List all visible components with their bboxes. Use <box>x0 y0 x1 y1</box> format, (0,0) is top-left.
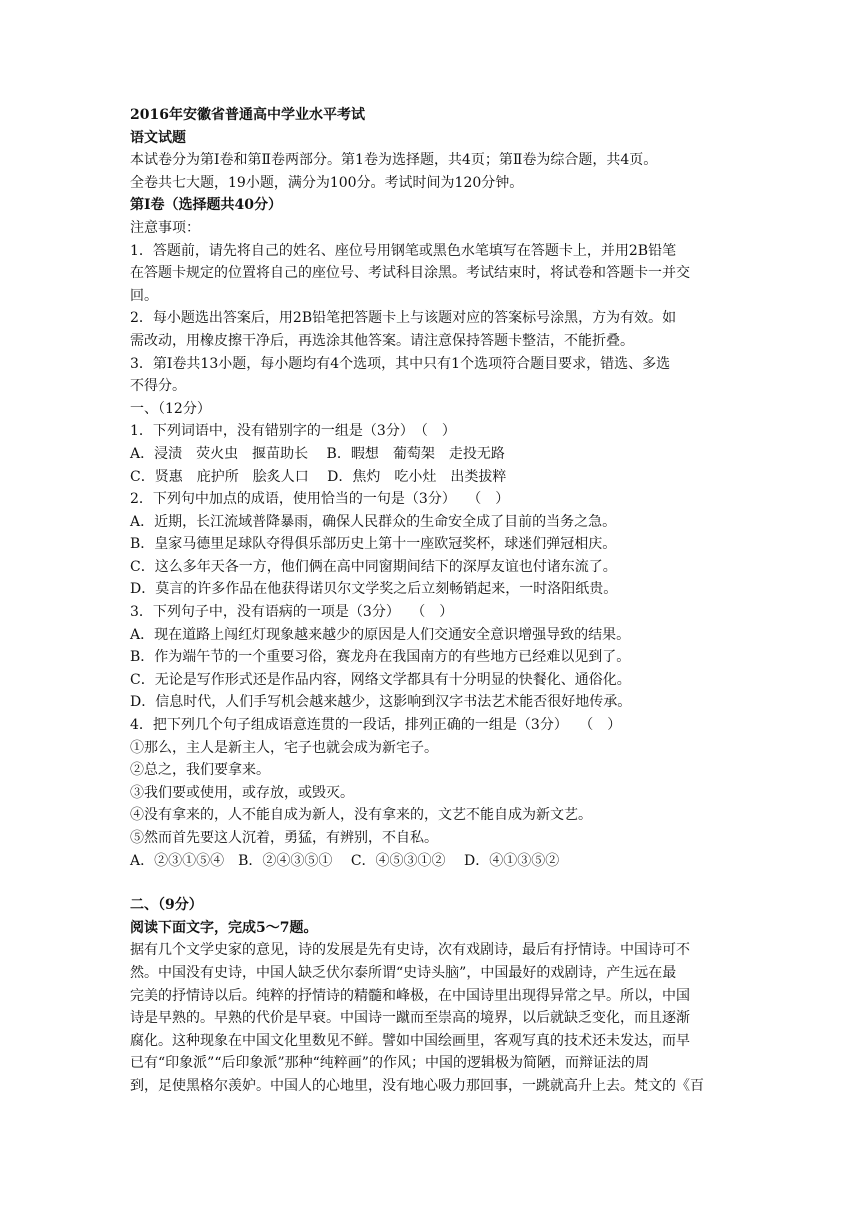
question-line: 4．把下列几个句子组成语意连贯的一段话，排列正确的一组是（3分） （ ） <box>130 717 622 734</box>
passage-line: 据有几个文学史家的意见，诗的发展是先有史诗，次有戏剧诗，最后有抒情诗。中国诗可不 <box>130 942 690 959</box>
passage-line: 已有“印象派”“后印象派”那种“纯粹画”的作风；中国的逻辑极为简陋，而辩证法的周 <box>130 1055 649 1072</box>
question-line: 2．下列句中加点的成语，使用恰当的一句是（3分） （ ） <box>130 491 510 508</box>
document-subtitle: 语文试题 <box>130 129 186 146</box>
question-line: A．现在道路上闯红灯现象越来越少的原因是人们交通安全意识增强导致的结果。 <box>130 626 631 643</box>
notice-label: 注意事项： <box>130 219 200 236</box>
question-line: 3．下列句子中，没有语病的一项是（3分） （ ） <box>130 604 454 621</box>
question-line: A．浸渍 荧火虫 揠苗助长 B．暇想 葡萄架 走投无路 <box>130 445 505 462</box>
section2-heading: 二、（9分） <box>130 897 203 914</box>
notice-line: 2．每小题选出答案后，用2B铅笔把答题卡上与该题对应的答案标号涂黑，方为有效。如 <box>130 310 677 327</box>
section1-heading: 一、（12分） <box>130 400 211 417</box>
notice-line: 不得分。 <box>130 378 186 395</box>
question-line: C．贤惠 庇护所 脍炙人口 D．焦灼 吃小灶 出类拔粹 <box>130 468 507 485</box>
question-line: ②总之，我们要拿来。 <box>130 762 270 779</box>
section2-instruction: 阅读下面文字，完成5～7题。 <box>130 919 318 936</box>
intro-line: 本试卷分为第Ⅰ卷和第Ⅱ卷两部分。第1卷为选择题，共4页；第Ⅱ卷为综合题，共4页。 <box>130 152 658 169</box>
passage-line: 到，足使黑格尔羡妒。中国人的心地里，没有地心吸力那回事，一跳就高升上去。梵文的《百 <box>130 1077 704 1094</box>
question-line: C．这么多年天各一方，他们俩在高中同窗期间结下的深厚友谊也付诸东流了。 <box>130 558 617 575</box>
question-line: ⑤然而首先要这人沉着，勇猛，有辨别，不自私。 <box>130 830 438 846</box>
passage-line: 腐化。这种现象在中国文化里数见不鲜。譬如中国绘画里，客观写真的技术还未发达，而早 <box>130 1032 690 1049</box>
notice-line: 3．第Ⅰ卷共13小题，每小题均有4个选项，其中只有1个选项符合题目要求，错选、多选 <box>130 355 671 372</box>
passage-line: 完美的抒情诗以后。纯粹的抒情诗的精髓和峰极，在中国诗里出现得异常之早。所以，中国 <box>130 987 690 1004</box>
question-line: B．作为端午节的一个重要习俗，赛龙舟在我国南方的有些地方已经难以见到了。 <box>130 649 631 666</box>
question-line: C．无论是写作形式还是作品内容，网络文学都具有十分明显的快餐化、通俗化。 <box>130 671 631 688</box>
question-line: D．信息时代，人们手写机会越来越少，这影响到汉字书法艺术能否很好地传承。 <box>130 694 632 711</box>
passage-line: 诗是早熟的。早熟的代价是早衰。中国诗一蹴而至崇高的境界，以后就缺乏变化，而且逐渐 <box>130 1010 690 1027</box>
notice-line: 1．答题前，请先将自己的姓名、座位号用钢笔或黑色水笔填写在答题卡上，并用2B铅笔 <box>130 242 677 259</box>
question-line: ④没有拿来的，人不能自成为新人，没有拿来的，文艺不能自成为新文艺。 <box>130 807 592 824</box>
document-title: 2016年安徽省普通高中学业水平考试 <box>130 107 365 123</box>
question-line: A．近期，长江流域普降暴雨，确保人民群众的生命安全成了目前的当务之急。 <box>130 513 617 530</box>
question-line: ③我们要或使用，或存放，或毁灭。 <box>130 784 354 801</box>
notice-line: 需改动，用橡皮擦干净后，再选涂其他答案。请注意保持答题卡整洁，不能折叠。 <box>130 332 634 349</box>
intro-line: 全卷共七大题，19小题，满分为100分。考试时间为120分钟。 <box>130 174 524 191</box>
part1-heading: 第Ⅰ卷（选择题共40分） <box>130 197 283 214</box>
notice-line: 回。 <box>130 287 158 304</box>
passage-line: 然。中国没有史诗，中国人缺乏伏尔泰所谓“史诗头脑”，中国最好的戏剧诗，产生远在最 <box>130 964 677 981</box>
blank-spacer <box>130 872 732 894</box>
notice-line: 在答题卡规定的位置将自己的座位号、考试科目涂黑。考试结束时，将试卷和答题卡一并交 <box>130 265 690 282</box>
question-line: ①那么，主人是新主人，宅子也就会成为新宅子。 <box>130 739 438 756</box>
question-line: D．莫言的许多作品在他获得诺贝尔文学奖之后立刻畅销起来，一时洛阳纸贵。 <box>130 581 618 598</box>
document-page <box>130 104 732 1098</box>
question-line: 1．下列词语中，没有错别字的一组是（3分） （ ） <box>130 423 456 440</box>
question-line: B．皇家马德里足球队夺得俱乐部历史上第十一座欧冠奖杯，球迷们弹冠相庆。 <box>130 536 617 553</box>
question-line: A．②③①⑤④ B．②④③⑤① C．④⑤③①② D．④①③⑤② <box>130 852 560 869</box>
